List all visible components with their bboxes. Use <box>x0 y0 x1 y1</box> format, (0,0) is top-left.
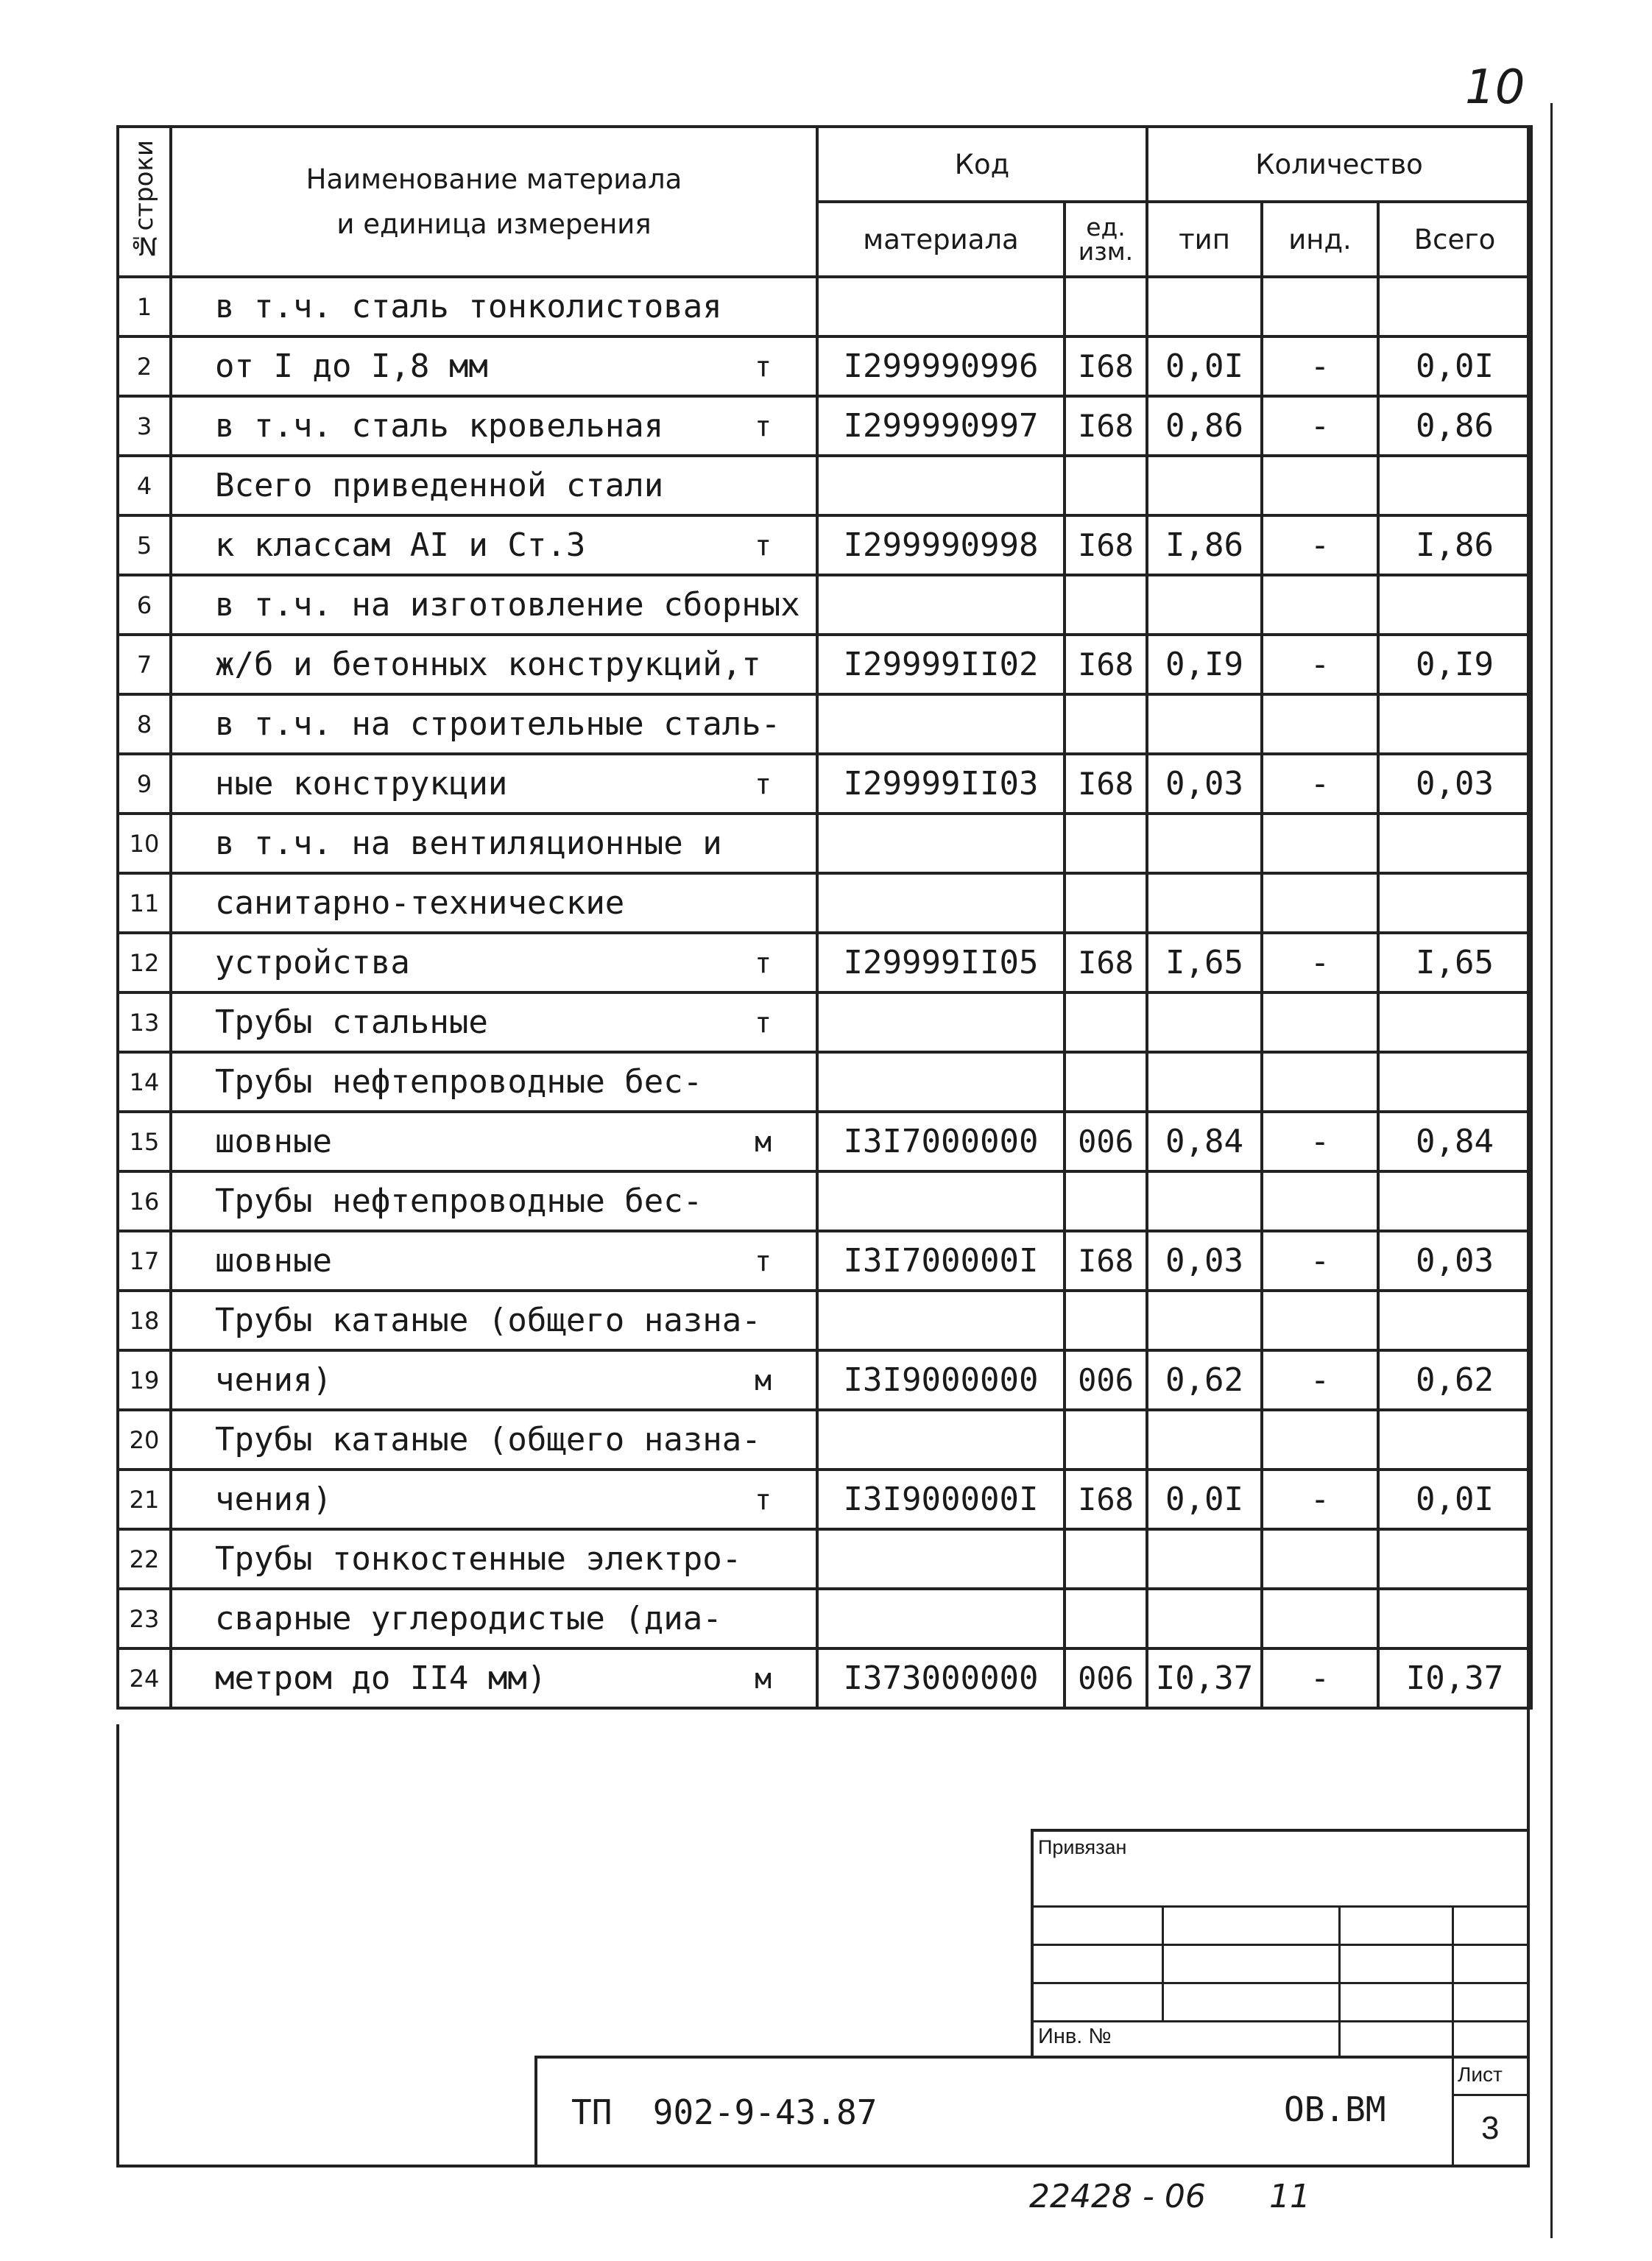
material-name <box>171 992 817 1052</box>
material-name-text: Трубы нефтепроводные бес- <box>215 1063 703 1101</box>
material-name <box>171 396 817 456</box>
row-number: 24 <box>118 1648 171 1708</box>
material-name <box>171 277 817 336</box>
type-qty-header: тип <box>1147 202 1262 277</box>
unit-code <box>1065 1410 1147 1470</box>
material-name-text: в т.ч. сталь кровельная <box>215 407 664 445</box>
total-quantity <box>1378 992 1531 1052</box>
document-code: ТП 902-9-43.87 <box>571 2092 878 2132</box>
row-number: 12 <box>118 933 171 992</box>
material-name-text: шовные <box>215 1123 332 1160</box>
material-code <box>817 456 1065 515</box>
measure-unit: т <box>755 767 772 800</box>
material-name-text: в т.ч. сталь тонколистовая <box>215 288 722 325</box>
unit-code <box>1065 1052 1147 1112</box>
material-name <box>171 635 817 694</box>
material-name-text: шовные <box>215 1242 332 1280</box>
unit-code <box>1065 1171 1147 1231</box>
row-number: 18 <box>118 1291 171 1350</box>
table-row <box>118 1648 1531 1708</box>
material-code: I299990998 <box>817 515 1065 575</box>
unit-code <box>1065 575 1147 635</box>
sheet-label: Лист <box>1458 2063 1503 2086</box>
table-row <box>118 515 1531 575</box>
material-code <box>817 694 1065 754</box>
material-code: I3I700000I <box>817 1231 1065 1291</box>
table-row <box>118 336 1531 396</box>
material-code: I29999II03 <box>817 754 1065 814</box>
table-row <box>118 1231 1531 1291</box>
total-quantity <box>1378 575 1531 635</box>
type-quantity <box>1147 1052 1262 1112</box>
material-name <box>171 575 817 635</box>
row-number: 16 <box>118 1171 171 1231</box>
total-quantity <box>1378 873 1531 933</box>
unit-code <box>1065 1291 1147 1350</box>
total-quantity: 0,84 <box>1378 1112 1531 1171</box>
unit-code: I68 <box>1065 635 1147 694</box>
individual-quantity: - <box>1262 1648 1378 1708</box>
unit-code <box>1065 694 1147 754</box>
frame-bottom <box>116 2165 1530 2167</box>
material-name-text: устройства <box>215 944 410 981</box>
handwritten-mark: 11 <box>1269 2178 1310 2215</box>
material-code: I29999II05 <box>817 933 1065 992</box>
row-number: 1 <box>118 277 171 336</box>
unit-code <box>1065 456 1147 515</box>
individual-quantity <box>1262 694 1378 754</box>
material-code <box>817 1052 1065 1112</box>
type-quantity <box>1147 575 1262 635</box>
material-name-text: чения) <box>215 1361 332 1399</box>
material-name <box>171 933 817 992</box>
material-name-text: Трубы нефтепроводные бес- <box>215 1182 703 1220</box>
total-quantity <box>1378 1529 1531 1589</box>
material-code <box>817 1589 1065 1648</box>
sheet-number: 3 <box>1481 2110 1500 2146</box>
unit-code <box>1065 1529 1147 1589</box>
measure-unit: м <box>755 1125 772 1158</box>
table-row <box>118 1350 1531 1410</box>
total-quantity: 0,86 <box>1378 396 1531 456</box>
ind-qty-header: инд. <box>1262 202 1378 277</box>
type-quantity <box>1147 1529 1262 1589</box>
measure-unit: т <box>755 529 772 562</box>
row-number: 7 <box>118 635 171 694</box>
total-quantity: 0,62 <box>1378 1350 1531 1410</box>
measure-unit: м <box>755 1662 772 1695</box>
stamp-grid-line <box>1031 2020 1530 2022</box>
material-name-text: Трубы катаные (общего назна- <box>215 1421 761 1458</box>
material-code <box>817 1410 1065 1470</box>
type-quantity: I0,37 <box>1147 1648 1262 1708</box>
stamp-grid-line <box>1031 1982 1530 1984</box>
row-number-header: №строки <box>118 127 171 277</box>
unit-code-header: ед. изм. <box>1065 202 1147 277</box>
total-quantity <box>1378 1291 1531 1350</box>
material-code: I299990996 <box>817 336 1065 396</box>
material-name-text: метром до II4 мм) <box>215 1659 547 1697</box>
total-quantity: 0,I9 <box>1378 635 1531 694</box>
row-number: 4 <box>118 456 171 515</box>
name-header: Наименование материала и единица измерения <box>171 127 817 277</box>
individual-quantity: - <box>1262 933 1378 992</box>
material-name-text: в т.ч. на вентиляционные и <box>215 825 722 862</box>
type-quantity <box>1147 873 1262 933</box>
row-number: 13 <box>118 992 171 1052</box>
material-name <box>171 456 817 515</box>
material-name <box>171 1052 817 1112</box>
material-name <box>171 1112 817 1171</box>
frame-left <box>116 1724 119 2167</box>
individual-quantity <box>1262 814 1378 873</box>
unit-code <box>1065 992 1147 1052</box>
material-code: I3I900000I <box>817 1470 1065 1529</box>
materials-table <box>116 125 1533 1710</box>
individual-quantity <box>1262 456 1378 515</box>
row-number: 14 <box>118 1052 171 1112</box>
material-name-text: Трубы катаные (общего назна- <box>215 1302 761 1339</box>
material-name <box>171 754 817 814</box>
stamp-grid-line <box>1031 1944 1530 1946</box>
total-quantity <box>1378 1052 1531 1112</box>
total-quantity <box>1378 277 1531 336</box>
total-quantity <box>1378 456 1531 515</box>
material-code <box>817 1529 1065 1589</box>
measure-unit: т <box>755 1244 772 1277</box>
unit-code: I68 <box>1065 336 1147 396</box>
individual-quantity <box>1262 1291 1378 1350</box>
type-quantity: 0,0I <box>1147 336 1262 396</box>
stamp-left <box>1031 1829 1034 2057</box>
material-name <box>171 336 817 396</box>
material-name-text: Трубы стальные <box>215 1003 488 1041</box>
total-quantity <box>1378 1410 1531 1470</box>
type-quantity <box>1147 992 1262 1052</box>
type-quantity: 0,62 <box>1147 1350 1262 1410</box>
unit-code <box>1065 277 1147 336</box>
type-quantity <box>1147 814 1262 873</box>
row-number: 9 <box>118 754 171 814</box>
row-number: 21 <box>118 1470 171 1529</box>
row-number: 10 <box>118 814 171 873</box>
material-name-text: в т.ч. на изготовление сборных <box>215 586 800 624</box>
total-quantity: 0,0I <box>1378 336 1531 396</box>
material-name-text: ные конструкции <box>215 765 508 803</box>
table-row <box>118 694 1531 754</box>
table-row <box>118 933 1531 992</box>
type-quantity: 0,0I <box>1147 1470 1262 1529</box>
total-quantity <box>1378 1171 1531 1231</box>
material-code: I3I7000000 <box>817 1112 1065 1171</box>
material-name-text: к классам AI и Ст.3 <box>215 526 586 564</box>
row-number: 6 <box>118 575 171 635</box>
individual-quantity: - <box>1262 1112 1378 1171</box>
material-code <box>817 1291 1065 1350</box>
material-code <box>817 277 1065 336</box>
material-name-text: ж/б и бетонных конструкций,т <box>215 646 761 683</box>
material-name-text: сварные углеродистые (диа- <box>215 1600 722 1637</box>
type-quantity <box>1147 456 1262 515</box>
unit-code: I68 <box>1065 933 1147 992</box>
table-row <box>118 1470 1531 1529</box>
type-quantity <box>1147 1410 1262 1470</box>
individual-quantity <box>1262 575 1378 635</box>
material-name <box>171 1470 817 1529</box>
stamp-top <box>1031 1829 1530 1832</box>
type-quantity <box>1147 1291 1262 1350</box>
row-number: 17 <box>118 1231 171 1291</box>
material-code <box>817 873 1065 933</box>
total-quantity: I,86 <box>1378 515 1531 575</box>
material-name <box>171 1589 817 1648</box>
table-row <box>118 635 1531 694</box>
material-name <box>171 1350 817 1410</box>
material-name <box>171 694 817 754</box>
code-group-header: Код <box>817 127 1147 202</box>
unit-code: I68 <box>1065 754 1147 814</box>
individual-quantity: - <box>1262 336 1378 396</box>
individual-quantity <box>1262 873 1378 933</box>
measure-unit: м <box>755 1364 772 1397</box>
unit-code: 006 <box>1065 1350 1147 1410</box>
individual-quantity: - <box>1262 1350 1378 1410</box>
row-number: 22 <box>118 1529 171 1589</box>
material-code: I3I9000000 <box>817 1350 1065 1410</box>
measure-unit: т <box>755 946 772 979</box>
material-code <box>817 1171 1065 1231</box>
table-row <box>118 873 1531 933</box>
type-quantity <box>1147 1171 1262 1231</box>
type-quantity: 0,84 <box>1147 1112 1262 1171</box>
unit-code: I68 <box>1065 515 1147 575</box>
measure-unit: т <box>755 1006 772 1039</box>
material-name-text: в т.ч. на строительные сталь- <box>215 705 781 743</box>
total-quantity: I0,37 <box>1378 1648 1531 1708</box>
unit-code: 006 <box>1065 1648 1147 1708</box>
individual-quantity <box>1262 1589 1378 1648</box>
unit-code: I68 <box>1065 1470 1147 1529</box>
individual-quantity <box>1262 1052 1378 1112</box>
unit-code <box>1065 873 1147 933</box>
table-row <box>118 1291 1531 1350</box>
individual-quantity: - <box>1262 635 1378 694</box>
table-row <box>118 1589 1531 1648</box>
table-row <box>118 992 1531 1052</box>
material-name <box>171 1529 817 1589</box>
material-name-text: от I до I,8 мм <box>215 348 488 385</box>
margin-line <box>1550 103 1553 2238</box>
material-code <box>817 814 1065 873</box>
material-name <box>171 873 817 933</box>
material-name <box>171 1231 817 1291</box>
material-code: I373000000 <box>817 1648 1065 1708</box>
stamp-grid-line <box>1162 1905 1164 2020</box>
material-name <box>171 515 817 575</box>
row-number: 20 <box>118 1410 171 1470</box>
material-name <box>171 1648 817 1708</box>
unit-code: I68 <box>1065 1231 1147 1291</box>
individual-quantity <box>1262 1171 1378 1231</box>
material-code: I299990997 <box>817 396 1065 456</box>
table-row <box>118 277 1531 336</box>
table-row <box>118 456 1531 515</box>
table-row <box>118 1171 1531 1231</box>
material-name-text: Всего приведенной стали <box>215 467 664 504</box>
table-row <box>118 754 1531 814</box>
measure-unit: т <box>755 1483 772 1516</box>
material-code <box>817 575 1065 635</box>
material-name <box>171 1171 817 1231</box>
material-name <box>171 814 817 873</box>
stamp-grid-line <box>1338 1905 1341 2059</box>
measure-unit: т <box>755 350 772 383</box>
measure-unit: т <box>755 409 772 442</box>
bound-label: Привязан <box>1038 1836 1127 1858</box>
frame-right <box>1527 125 1530 2167</box>
material-name-text: санитарно-технические <box>215 884 625 922</box>
inventory-number-label: Инв. № <box>1038 2025 1112 2048</box>
title-block-top <box>534 2056 1530 2059</box>
individual-quantity <box>1262 277 1378 336</box>
total-quantity <box>1378 1589 1531 1648</box>
individual-quantity <box>1262 992 1378 1052</box>
material-code: I29999II02 <box>817 635 1065 694</box>
stamp-grid-line <box>1031 1905 1530 1908</box>
unit-code <box>1065 1589 1147 1648</box>
type-quantity: I,65 <box>1147 933 1262 992</box>
row-number: 11 <box>118 873 171 933</box>
row-number: 3 <box>118 396 171 456</box>
total-quantity: I,65 <box>1378 933 1531 992</box>
sheet-cell-line <box>1452 2094 1530 2096</box>
type-quantity: 0,03 <box>1147 1231 1262 1291</box>
total-quantity: 0,03 <box>1378 1231 1531 1291</box>
material-code-header: материала <box>817 202 1065 277</box>
quantity-group-header: Количество <box>1147 127 1531 202</box>
individual-quantity: - <box>1262 1231 1378 1291</box>
unit-code <box>1065 814 1147 873</box>
individual-quantity <box>1262 1529 1378 1589</box>
section-code: ОВ.ВМ <box>1284 2089 1386 2129</box>
row-number: 15 <box>118 1112 171 1171</box>
material-name-text: Трубы тонкостенные электро- <box>215 1540 742 1578</box>
table-row <box>118 396 1531 456</box>
stamp-grid-line <box>1452 1905 1454 2167</box>
total-quantity <box>1378 694 1531 754</box>
material-name-text: чения) <box>215 1481 332 1518</box>
row-number: 23 <box>118 1589 171 1648</box>
total-quantity <box>1378 814 1531 873</box>
table-row <box>118 1112 1531 1171</box>
total-quantity: 0,03 <box>1378 754 1531 814</box>
unit-code: 006 <box>1065 1112 1147 1171</box>
unit-code: I68 <box>1065 396 1147 456</box>
type-quantity <box>1147 694 1262 754</box>
row-number: 8 <box>118 694 171 754</box>
total-qty-header: Всего <box>1378 202 1531 277</box>
row-number: 5 <box>118 515 171 575</box>
row-number: 2 <box>118 336 171 396</box>
table-row <box>118 1529 1531 1589</box>
individual-quantity <box>1262 1410 1378 1470</box>
individual-quantity: - <box>1262 1470 1378 1529</box>
individual-quantity: - <box>1262 396 1378 456</box>
type-quantity: 0,03 <box>1147 754 1262 814</box>
table-row <box>118 575 1531 635</box>
table-row <box>118 814 1531 873</box>
page-number: 10 <box>1465 60 1525 115</box>
material-name <box>171 1291 817 1350</box>
table-row <box>118 1410 1531 1470</box>
type-quantity: 0,I9 <box>1147 635 1262 694</box>
type-quantity <box>1147 1589 1262 1648</box>
archive-number: 22428 - 06 <box>1029 2178 1206 2215</box>
material-code <box>817 992 1065 1052</box>
table-row <box>118 1052 1531 1112</box>
individual-quantity: - <box>1262 754 1378 814</box>
type-quantity: I,86 <box>1147 515 1262 575</box>
individual-quantity: - <box>1262 515 1378 575</box>
title-block-left <box>534 2056 537 2167</box>
type-quantity: 0,86 <box>1147 396 1262 456</box>
total-quantity: 0,0I <box>1378 1470 1531 1529</box>
material-name <box>171 1410 817 1470</box>
row-number: 19 <box>118 1350 171 1410</box>
type-quantity <box>1147 277 1262 336</box>
